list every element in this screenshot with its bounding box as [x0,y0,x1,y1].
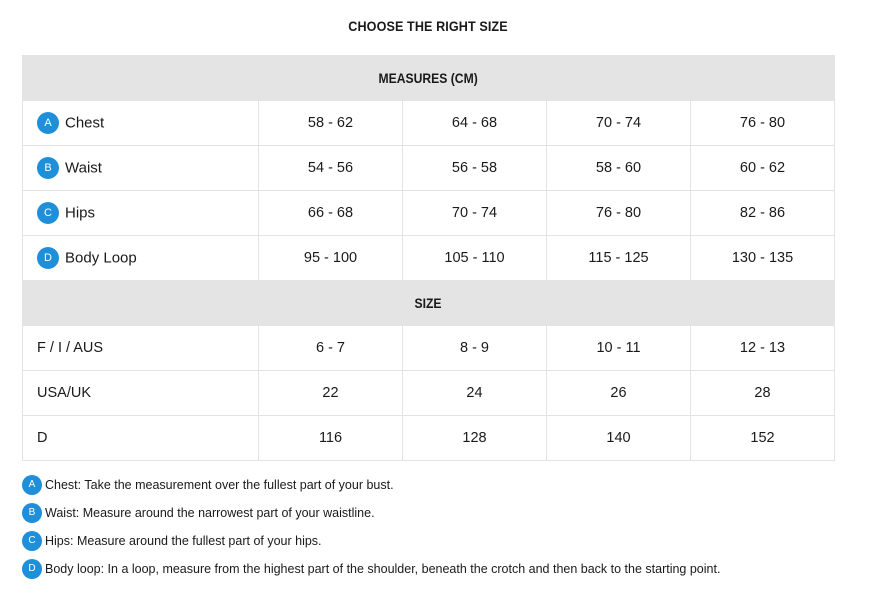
measures-header-row [23,56,835,101]
row-label: Waist [65,159,102,177]
table-cell: 140 [547,416,691,461]
table-row [23,236,835,281]
note-item [22,558,720,579]
table-cell: 130 - 135 [691,236,835,281]
measurement-notes [22,474,720,586]
table-cell: 54 - 56 [259,146,403,191]
note-text: Body loop: In a loop, measure from the highest part of the shoulder, beneath the crotch and then back to the starting point. [45,561,721,576]
table-row [23,371,835,416]
table-row [23,191,835,236]
badge-c-icon: C [37,202,59,224]
row-label-cell [23,191,259,236]
measures-header: MEASURES (CM) [23,56,835,101]
table-row [23,326,835,371]
table-cell: 24 [403,371,547,416]
table-cell: 26 [547,371,691,416]
table-cell: 22 [259,371,403,416]
row-label-cell [23,236,259,281]
table-row [23,101,835,146]
table-cell: 70 - 74 [403,191,547,236]
table-row [23,416,835,461]
table-cell: 105 - 110 [403,236,547,281]
size-header: SIZE [23,281,835,326]
note-text: Hips: Measure around the fullest part of your hips. [45,533,322,548]
note-item [22,502,720,523]
note-text: Waist: Measure around the narrowest part of your waistline. [45,505,375,520]
badge-c-icon: C [22,531,42,551]
badge-a-icon: A [22,475,42,495]
row-label: Chest [65,114,105,132]
table-cell: 8 - 9 [403,326,547,371]
badge-d-icon: D [37,247,59,269]
table-cell: 56 - 58 [403,146,547,191]
table-cell: 76 - 80 [691,101,835,146]
row-label-cell: F / I / AUS [23,326,259,371]
table-cell: 28 [691,371,835,416]
note-text: Chest: Take the measurement over the fullest part of your bust. [45,477,394,492]
table-cell: 70 - 74 [547,101,691,146]
table-cell: 10 - 11 [547,326,691,371]
badge-b-icon: B [22,503,42,523]
table-cell: 82 - 86 [691,191,835,236]
row-label: Hips [65,204,96,222]
row-label-cell: D [23,416,259,461]
table-cell: 116 [259,416,403,461]
table-cell: 6 - 7 [259,326,403,371]
table-cell: 76 - 80 [547,191,691,236]
page-title: CHOOSE THE RIGHT SIZE [348,18,508,34]
badge-d-icon: D [22,559,42,579]
table-cell: 66 - 68 [259,191,403,236]
table-cell: 152 [691,416,835,461]
table-cell: 58 - 60 [547,146,691,191]
table-cell: 95 - 100 [259,236,403,281]
note-item [22,530,720,551]
row-label-cell [23,101,259,146]
table-cell: 60 - 62 [691,146,835,191]
badge-a-icon: A [37,112,59,134]
badge-b-icon: B [37,157,59,179]
size-chart-table [22,55,835,461]
table-cell: 115 - 125 [547,236,691,281]
size-header-row [23,281,835,326]
table-cell: 128 [403,416,547,461]
table-cell: 58 - 62 [259,101,403,146]
row-label-cell: USA/UK [23,371,259,416]
row-label-cell [23,146,259,191]
table-cell: 64 - 68 [403,101,547,146]
table-row [23,146,835,191]
table-cell: 12 - 13 [691,326,835,371]
row-label: Body Loop [65,249,137,267]
note-item [22,474,720,495]
